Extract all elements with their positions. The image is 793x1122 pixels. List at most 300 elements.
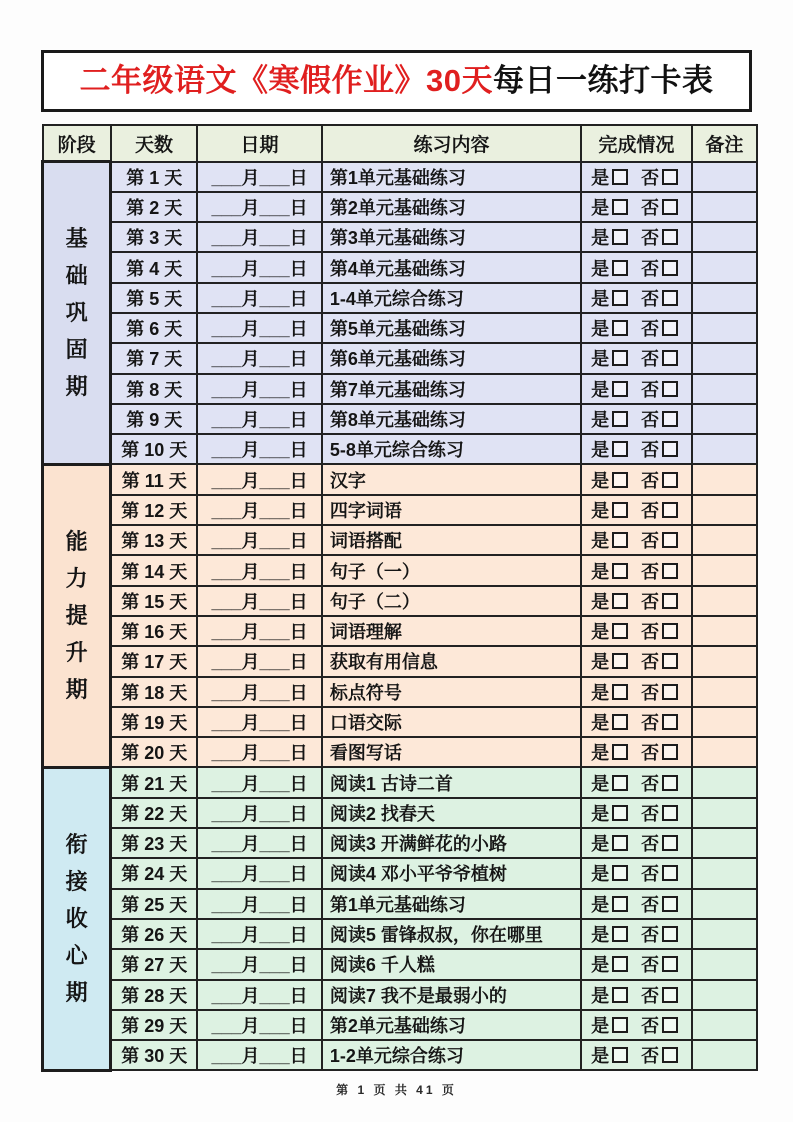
day-cell: 第 22 天 [111, 798, 197, 828]
day-cell: 第 23 天 [111, 828, 197, 858]
table-row [43, 525, 758, 555]
content-cell: 阅读4 邓小平爷爷植树 [322, 858, 581, 888]
no-checkbox-icon [662, 381, 678, 397]
yes-checkbox-icon [612, 411, 628, 427]
page-title-black-part: 每日一练打卡表 [492, 63, 714, 98]
completion-cell [581, 525, 692, 555]
note-cell [692, 555, 757, 585]
note-cell [692, 222, 757, 252]
no-checkbox-icon [662, 714, 678, 730]
stage-label-char: 期 [65, 677, 88, 703]
no-checkbox-icon [662, 229, 678, 245]
stage-cell [43, 162, 111, 465]
content-cell: 1-4单元综合练习 [322, 283, 581, 313]
yes-checkbox-icon [612, 714, 628, 730]
stage-label-char: 期 [65, 374, 88, 400]
completion-cell [581, 677, 692, 707]
table-row [43, 495, 758, 525]
table-row [43, 434, 758, 464]
stage-label-char: 升 [65, 640, 88, 666]
yes-label: 是 [591, 803, 610, 824]
no-checkbox-icon [662, 623, 678, 639]
yes-label: 是 [591, 197, 610, 218]
completion-cell [581, 1010, 692, 1040]
no-label: 否 [641, 1015, 660, 1036]
table-row [43, 162, 758, 192]
content-cell: 看图写话 [322, 737, 581, 767]
completion-cell [581, 737, 692, 767]
table-row [43, 283, 758, 313]
yes-label: 是 [591, 379, 610, 400]
day-cell: 第 2 天 [111, 192, 197, 222]
yes-checkbox-icon [612, 623, 628, 639]
no-label: 否 [641, 561, 660, 582]
yes-label: 是 [591, 834, 610, 855]
stage-label [45, 220, 108, 405]
yes-label: 是 [591, 288, 610, 309]
completion-cell [581, 464, 692, 494]
completion-cell [581, 555, 692, 585]
day-cell: 第 20 天 [111, 737, 197, 767]
no-label: 否 [641, 712, 660, 733]
yes-checkbox-icon [612, 1017, 628, 1033]
stage-label-char: 能 [65, 529, 88, 555]
yes-label: 是 [591, 622, 610, 643]
note-cell [692, 919, 757, 949]
completion-cell [581, 828, 692, 858]
yes-label: 是 [591, 652, 610, 673]
date-cell: ___月___日 [197, 222, 322, 252]
no-label: 否 [641, 591, 660, 612]
note-cell [692, 495, 757, 525]
content-cell: 四字词语 [322, 495, 581, 525]
no-label: 否 [641, 834, 660, 855]
completion-cell [581, 192, 692, 222]
stage-label-char: 期 [65, 980, 88, 1006]
content-cell: 获取有用信息 [322, 646, 581, 676]
date-cell: ___月___日 [197, 192, 322, 222]
stage-cell [43, 767, 111, 1070]
note-cell [692, 1040, 757, 1070]
content-cell: 汉字 [322, 464, 581, 494]
date-cell: ___月___日 [197, 525, 322, 555]
no-label: 否 [641, 531, 660, 552]
day-cell: 第 11 天 [111, 464, 197, 494]
note-cell [692, 192, 757, 222]
no-checkbox-icon [662, 593, 678, 609]
no-checkbox-icon [662, 320, 678, 336]
day-cell: 第 24 天 [111, 858, 197, 888]
content-cell: 第5单元基础练习 [322, 313, 581, 343]
yes-label: 是 [591, 500, 610, 521]
note-cell [692, 374, 757, 404]
yes-checkbox-icon [612, 956, 628, 972]
yes-checkbox-icon [612, 441, 628, 457]
day-cell: 第 28 天 [111, 980, 197, 1010]
table-row [43, 555, 758, 585]
table-row [43, 767, 758, 797]
yes-label: 是 [591, 228, 610, 249]
yes-label: 是 [591, 1046, 610, 1067]
day-cell: 第 25 天 [111, 889, 197, 919]
table-row [43, 980, 758, 1010]
header-note: 备注 [692, 125, 757, 162]
yes-checkbox-icon [612, 896, 628, 912]
content-cell: 阅读6 千人糕 [322, 949, 581, 979]
no-checkbox-icon [662, 199, 678, 215]
no-checkbox-icon [662, 290, 678, 306]
content-cell: 第1单元基础练习 [322, 162, 581, 192]
content-cell: 第8单元基础练习 [322, 404, 581, 434]
completion-cell [581, 374, 692, 404]
content-cell: 阅读7 我不是最弱小的 [322, 980, 581, 1010]
table-row [43, 646, 758, 676]
note-cell [692, 767, 757, 797]
content-cell: 阅读1 古诗二首 [322, 767, 581, 797]
note-cell [692, 889, 757, 919]
yes-label: 是 [591, 410, 610, 431]
yes-label: 是 [591, 258, 610, 279]
table-row [43, 192, 758, 222]
completion-cell [581, 646, 692, 676]
note-cell [692, 798, 757, 828]
table-row [43, 828, 758, 858]
table-row [43, 343, 758, 373]
no-checkbox-icon [662, 169, 678, 185]
stage-label [45, 826, 108, 1011]
date-cell: ___月___日 [197, 586, 322, 616]
yes-label: 是 [591, 925, 610, 946]
yes-checkbox-icon [612, 1047, 628, 1063]
stage-label-char: 固 [65, 337, 88, 363]
content-cell: 1-2单元综合练习 [322, 1040, 581, 1070]
date-cell: ___月___日 [197, 737, 322, 767]
table-row [43, 707, 758, 737]
note-cell [692, 707, 757, 737]
stage-label-char: 力 [65, 566, 88, 592]
header-day: 天数 [111, 125, 197, 162]
note-cell [692, 434, 757, 464]
yes-label: 是 [591, 591, 610, 612]
stage-cell [43, 464, 111, 767]
date-cell: ___月___日 [197, 343, 322, 373]
yes-checkbox-icon [612, 684, 628, 700]
no-label: 否 [641, 379, 660, 400]
content-cell: 句子（二） [322, 586, 581, 616]
completion-cell [581, 767, 692, 797]
no-label: 否 [641, 985, 660, 1006]
no-checkbox-icon [662, 472, 678, 488]
date-cell: ___月___日 [197, 858, 322, 888]
header-stage: 阶段 [43, 125, 111, 162]
no-label: 否 [641, 682, 660, 703]
completion-cell [581, 889, 692, 919]
yes-label: 是 [591, 743, 610, 764]
yes-label: 是 [591, 864, 610, 885]
day-cell: 第 17 天 [111, 646, 197, 676]
note-cell [692, 283, 757, 313]
no-checkbox-icon [662, 744, 678, 760]
stage-label [45, 523, 108, 708]
yes-checkbox-icon [612, 290, 628, 306]
completion-cell [581, 949, 692, 979]
table-row [43, 858, 758, 888]
no-checkbox-icon [662, 1017, 678, 1033]
note-cell [692, 525, 757, 555]
header-date: 日期 [197, 125, 322, 162]
content-cell: 口语交际 [322, 707, 581, 737]
yes-checkbox-icon [612, 744, 628, 760]
day-cell: 第 13 天 [111, 525, 197, 555]
no-label: 否 [641, 258, 660, 279]
stage-label-char: 心 [65, 943, 88, 969]
yes-checkbox-icon [612, 169, 628, 185]
table-row [43, 737, 758, 767]
yes-label: 是 [591, 167, 610, 188]
note-cell [692, 162, 757, 192]
date-cell: ___月___日 [197, 374, 322, 404]
no-label: 否 [641, 803, 660, 824]
no-label: 否 [641, 410, 660, 431]
table-header-row [43, 125, 758, 162]
yes-label: 是 [591, 894, 610, 915]
note-cell [692, 858, 757, 888]
note-cell [692, 464, 757, 494]
no-label: 否 [641, 864, 660, 885]
yes-checkbox-icon [612, 320, 628, 336]
yes-checkbox-icon [612, 381, 628, 397]
stage-label-char: 础 [65, 263, 88, 289]
yes-checkbox-icon [612, 199, 628, 215]
note-cell [692, 586, 757, 616]
day-cell: 第 10 天 [111, 434, 197, 464]
no-checkbox-icon [662, 411, 678, 427]
yes-checkbox-icon [612, 653, 628, 669]
completion-cell [581, 798, 692, 828]
day-cell: 第 15 天 [111, 586, 197, 616]
yes-label: 是 [591, 773, 610, 794]
no-checkbox-icon [662, 532, 678, 548]
table-row [43, 222, 758, 252]
day-cell: 第 6 天 [111, 313, 197, 343]
no-checkbox-icon [662, 865, 678, 881]
date-cell: ___月___日 [197, 919, 322, 949]
content-cell: 第6单元基础练习 [322, 343, 581, 373]
note-cell [692, 949, 757, 979]
day-cell: 第 16 天 [111, 616, 197, 646]
yes-checkbox-icon [612, 472, 628, 488]
day-cell: 第 19 天 [111, 707, 197, 737]
no-label: 否 [641, 349, 660, 370]
header-completion: 完成情况 [581, 125, 692, 162]
completion-cell [581, 252, 692, 282]
stage-label-char: 衔 [65, 832, 88, 858]
completion-cell [581, 343, 692, 373]
yes-label: 是 [591, 319, 610, 340]
worksheet-page [41, 0, 752, 1098]
note-cell [692, 828, 757, 858]
note-cell [692, 980, 757, 1010]
table-row [43, 919, 758, 949]
day-cell: 第 5 天 [111, 283, 197, 313]
no-checkbox-icon [662, 1047, 678, 1063]
page-title-red-part: 二年级语文《寒假作业》30天 [79, 63, 493, 98]
yes-checkbox-icon [612, 260, 628, 276]
content-cell: 阅读3 开满鲜花的小路 [322, 828, 581, 858]
stage-label-char: 基 [65, 226, 88, 252]
yes-checkbox-icon [612, 563, 628, 579]
date-cell: ___月___日 [197, 404, 322, 434]
content-cell: 第4单元基础练习 [322, 252, 581, 282]
page-number: 第 1 页 共 41 页 [336, 1082, 457, 1097]
yes-checkbox-icon [612, 835, 628, 851]
table-row [43, 586, 758, 616]
no-label: 否 [641, 1046, 660, 1067]
table-row [43, 1040, 758, 1070]
day-cell: 第 4 天 [111, 252, 197, 282]
completion-cell [581, 707, 692, 737]
date-cell: ___月___日 [197, 798, 322, 828]
no-checkbox-icon [662, 684, 678, 700]
completion-cell [581, 162, 692, 192]
table-row [43, 374, 758, 404]
yes-label: 是 [591, 712, 610, 733]
no-label: 否 [641, 894, 660, 915]
day-cell: 第 27 天 [111, 949, 197, 979]
no-label: 否 [641, 228, 660, 249]
date-cell: ___月___日 [197, 889, 322, 919]
note-cell [692, 646, 757, 676]
completion-cell [581, 980, 692, 1010]
note-cell [692, 677, 757, 707]
content-cell: 5-8单元综合练习 [322, 434, 581, 464]
note-cell [692, 616, 757, 646]
no-checkbox-icon [662, 502, 678, 518]
stage-label-char: 收 [65, 906, 88, 932]
no-checkbox-icon [662, 563, 678, 579]
no-label: 否 [641, 743, 660, 764]
yes-label: 是 [591, 1015, 610, 1036]
day-cell: 第 12 天 [111, 495, 197, 525]
date-cell: ___月___日 [197, 828, 322, 858]
completion-cell [581, 313, 692, 343]
completion-cell [581, 283, 692, 313]
day-cell: 第 9 天 [111, 404, 197, 434]
day-cell: 第 26 天 [111, 919, 197, 949]
no-label: 否 [641, 500, 660, 521]
date-cell: ___月___日 [197, 1040, 322, 1070]
yes-checkbox-icon [612, 350, 628, 366]
no-checkbox-icon [662, 350, 678, 366]
no-checkbox-icon [662, 835, 678, 851]
content-cell: 第3单元基础练习 [322, 222, 581, 252]
table-row [43, 949, 758, 979]
yes-checkbox-icon [612, 502, 628, 518]
content-cell: 标点符号 [322, 677, 581, 707]
day-cell: 第 3 天 [111, 222, 197, 252]
yes-checkbox-icon [612, 229, 628, 245]
day-cell: 第 1 天 [111, 162, 197, 192]
yes-checkbox-icon [612, 987, 628, 1003]
no-label: 否 [641, 197, 660, 218]
day-cell: 第 29 天 [111, 1010, 197, 1040]
no-label: 否 [641, 622, 660, 643]
completion-cell [581, 586, 692, 616]
no-checkbox-icon [662, 775, 678, 791]
checkin-table [41, 124, 758, 1072]
yes-checkbox-icon [612, 593, 628, 609]
table-row [43, 252, 758, 282]
yes-label: 是 [591, 349, 610, 370]
note-cell [692, 404, 757, 434]
yes-checkbox-icon [612, 865, 628, 881]
no-label: 否 [641, 167, 660, 188]
note-cell [692, 1010, 757, 1040]
yes-checkbox-icon [612, 926, 628, 942]
yes-label: 是 [591, 985, 610, 1006]
table-row [43, 798, 758, 828]
no-label: 否 [641, 470, 660, 491]
no-label: 否 [641, 319, 660, 340]
date-cell: ___月___日 [197, 313, 322, 343]
day-cell: 第 18 天 [111, 677, 197, 707]
no-checkbox-icon [662, 653, 678, 669]
table-row [43, 616, 758, 646]
completion-cell [581, 495, 692, 525]
day-cell: 第 30 天 [111, 1040, 197, 1070]
header-content: 练习内容 [322, 125, 581, 162]
day-cell: 第 14 天 [111, 555, 197, 585]
date-cell: ___月___日 [197, 767, 322, 797]
content-cell: 第7单元基础练习 [322, 374, 581, 404]
date-cell: ___月___日 [197, 464, 322, 494]
yes-label: 是 [591, 682, 610, 703]
date-cell: ___月___日 [197, 1010, 322, 1040]
table-row [43, 1010, 758, 1040]
completion-cell [581, 1040, 692, 1070]
content-cell: 阅读2 找春天 [322, 798, 581, 828]
no-label: 否 [641, 955, 660, 976]
no-checkbox-icon [662, 987, 678, 1003]
date-cell: ___月___日 [197, 283, 322, 313]
note-cell [692, 737, 757, 767]
no-label: 否 [641, 773, 660, 794]
stage-label-char: 巩 [65, 300, 88, 326]
content-cell: 词语理解 [322, 616, 581, 646]
yes-checkbox-icon [612, 805, 628, 821]
completion-cell [581, 404, 692, 434]
note-cell [692, 313, 757, 343]
date-cell: ___月___日 [197, 162, 322, 192]
content-cell: 第2单元基础练习 [322, 192, 581, 222]
date-cell: ___月___日 [197, 677, 322, 707]
no-checkbox-icon [662, 956, 678, 972]
completion-cell [581, 858, 692, 888]
content-cell: 句子（一） [322, 555, 581, 585]
completion-cell [581, 222, 692, 252]
yes-label: 是 [591, 531, 610, 552]
content-cell: 第1单元基础练习 [322, 889, 581, 919]
completion-cell [581, 434, 692, 464]
date-cell: ___月___日 [197, 495, 322, 525]
date-cell: ___月___日 [197, 949, 322, 979]
content-cell: 第2单元基础练习 [322, 1010, 581, 1040]
date-cell: ___月___日 [197, 434, 322, 464]
content-cell: 阅读5 雷锋叔叔，你在哪里 [322, 919, 581, 949]
table-row [43, 313, 758, 343]
no-label: 否 [641, 440, 660, 461]
stage-label-char: 提 [65, 603, 88, 629]
